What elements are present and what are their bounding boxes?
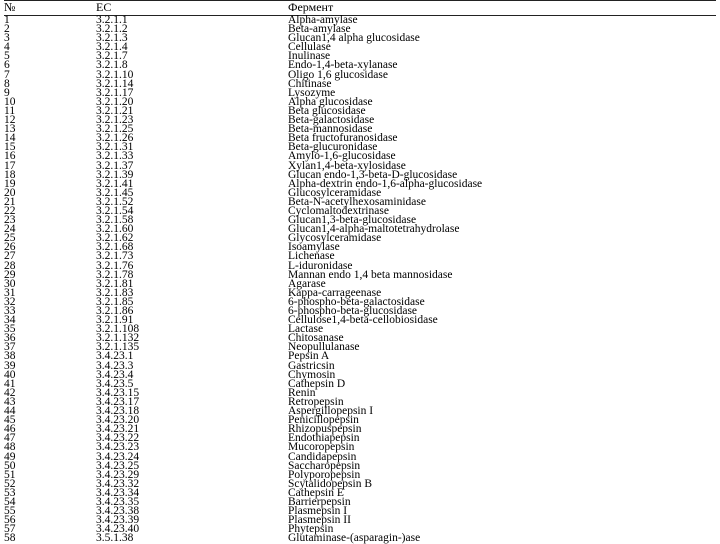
row-ec-number: 3.2.1.85	[96, 295, 134, 308]
row-enzyme-name: Glutaminase-(asparagin-)ase	[288, 532, 421, 544]
row-number: 12	[4, 114, 16, 127]
row-enzyme-name: Mannan endo 1,4 beta mannosidase	[288, 268, 453, 281]
row-enzyme-name: Beta-glucuronidase	[288, 141, 378, 154]
row-number: 50	[4, 459, 16, 472]
row-number: 38	[4, 350, 16, 363]
row-ec-number: 3.2.1.23	[96, 114, 134, 127]
row-ec-number: 3.2.1.91	[96, 314, 134, 327]
row-ec-number: 3.2.1.26	[96, 132, 134, 145]
row-number: 15	[4, 141, 16, 154]
row-enzyme-name: Chitosanase	[288, 332, 344, 345]
row-ec-number: 3.2.1.52	[96, 195, 134, 208]
header-ec: EC	[96, 0, 112, 14]
row-enzyme-name: Oligo 1,6 glucosidase	[288, 68, 388, 81]
row-ec-number: 3.4.23.4	[96, 368, 134, 381]
row-enzyme-name: Neopullulanase	[288, 341, 360, 354]
row-enzyme-name: Glucan1,4-alpha-maltotetrahydrolase	[288, 223, 460, 236]
row-number: 34	[4, 314, 16, 327]
row-ec-number: 3.4.23.20	[96, 414, 140, 427]
row-enzyme-name: L-iduronidase	[288, 259, 353, 272]
row-ec-number: 3.2.1.60	[96, 223, 134, 236]
row-number: 37	[4, 341, 16, 354]
row-enzyme-name: Beta-N-acetylhexosaminidase	[288, 195, 426, 208]
row-ec-number: 3.4.23.40	[96, 523, 140, 536]
row-number: 22	[4, 204, 16, 217]
row-enzyme-name: Gastricsin	[288, 359, 335, 372]
row-ec-number: 3.2.1.68	[96, 241, 134, 254]
row-ec-number: 3.4.23.23	[96, 441, 140, 454]
row-ec-number: 3.2.1.135	[96, 341, 140, 354]
row-number: 29	[4, 268, 16, 281]
row-ec-number: 3.2.1.25	[96, 123, 134, 136]
row-enzyme-name: Agarase	[288, 277, 326, 290]
row-number: 32	[4, 295, 16, 308]
row-enzyme-name: Plasmepsin II	[288, 514, 351, 527]
row-ec-number: 3.4.23.25	[96, 459, 140, 472]
row-ec-number: 3.2.1.37	[96, 159, 134, 172]
row-enzyme-name: Cathepsin E	[288, 486, 344, 499]
row-ec-number: 3.2.1.76	[96, 259, 134, 272]
row-ec-number: 3.2.1.33	[96, 150, 134, 163]
row-ec-number: 3.2.1.132	[96, 332, 140, 345]
row-enzyme-name: Phytepsin	[288, 523, 334, 536]
row-enzyme-name: 6-phospho-beta-glucosidase	[288, 305, 418, 317]
row-ec-number: 3.2.1.10	[96, 68, 134, 81]
row-enzyme-name: Xylan1,4-beta-xylosidase	[288, 159, 406, 172]
row-number: 54	[4, 495, 16, 508]
row-number: 55	[4, 505, 16, 518]
row-ec-number: 3.2.1.78	[96, 268, 134, 281]
row-ec-number: 3.2.1.4	[96, 41, 128, 54]
row-number: 35	[4, 323, 16, 336]
row-ec-number: 3.2.1.108	[96, 323, 140, 336]
row-ec-number: 3.4.23.3	[96, 359, 134, 372]
row-number: 13	[4, 123, 16, 136]
row-ec-number: 3.2.1.14	[96, 77, 134, 90]
row-number: 43	[4, 395, 16, 408]
row-ec-number: 3.2.1.73	[96, 250, 134, 263]
row-ec-number: 3.4.23.29	[96, 468, 140, 481]
row-number: 39	[4, 359, 16, 372]
row-ec-number: 3.4.23.18	[96, 405, 140, 418]
row-enzyme-name: Plasmepsin I	[288, 505, 348, 518]
row-ec-number: 3.4.23.32	[96, 477, 140, 490]
row-number: 27	[4, 250, 16, 263]
row-number: 21	[4, 195, 16, 208]
row-number: 4	[4, 41, 10, 54]
row-number: 28	[4, 259, 16, 272]
row-ec-number: 3.4.23.21	[96, 423, 140, 436]
row-enzyme-name: Penicillopepsin	[288, 414, 359, 427]
header-enzyme: Фермент	[288, 0, 334, 14]
row-number: 42	[4, 386, 16, 399]
row-ec-number: 3.2.1.58	[96, 214, 134, 227]
row-enzyme-name: Renin	[288, 386, 316, 399]
row-ec-number: 3.2.1.86	[96, 305, 134, 317]
row-number: 19	[4, 177, 16, 190]
row-enzyme-name: Pepsin A	[288, 350, 330, 363]
row-enzyme-name: Cellulase	[288, 41, 331, 54]
row-enzyme-name: Beta-amylase	[288, 23, 351, 36]
row-enzyme-name: Chymosin	[288, 368, 336, 381]
row-ec-number: 3.2.1.3	[96, 32, 128, 45]
row-ec-number: 3.2.1.45	[96, 186, 134, 199]
row-number: 5	[4, 50, 10, 63]
row-enzyme-name: Glucosylceramidase	[288, 186, 382, 199]
table-header-row	[0, 0, 720, 14]
row-number: 8	[4, 77, 10, 90]
row-enzyme-name: Saccharopepsin	[288, 459, 361, 472]
row-enzyme-name: Alpha glucosidase	[288, 95, 373, 108]
table-body	[0, 16, 720, 543]
row-enzyme-name: Barrierpepsin	[288, 495, 351, 508]
row-enzyme-name: Aspergillopepsin I	[288, 405, 374, 418]
row-enzyme-name: Glucan1,4 alpha glucosidase	[288, 32, 420, 45]
row-ec-number: 3.5.1.38	[96, 532, 134, 544]
row-enzyme-name: Lactase	[288, 323, 324, 336]
row-number: 57	[4, 523, 16, 536]
row-ec-number: 3.4.23.17	[96, 395, 140, 408]
row-ec-number: 3.4.23.1	[96, 350, 134, 363]
row-ec-number: 3.2.1.1	[96, 14, 128, 26]
row-ec-number: 3.2.1.39	[96, 168, 134, 181]
row-enzyme-name: Cathepsin D	[288, 377, 346, 390]
row-number: 53	[4, 486, 16, 499]
row-enzyme-name: Isoamylase	[288, 241, 340, 254]
row-enzyme-name: Rhizopuspepsin	[288, 423, 362, 436]
row-number: 20	[4, 186, 16, 199]
row-number: 48	[4, 441, 16, 454]
row-number: 3	[4, 32, 10, 45]
row-enzyme-name: Beta-galactosidase	[288, 114, 375, 127]
row-enzyme-name: Glucan endo-1,3-beta-D-glucosidase	[288, 168, 458, 181]
row-enzyme-name: Candidapepsin	[288, 450, 357, 463]
row-enzyme-name: Chitinase	[288, 77, 332, 90]
row-enzyme-name: Lichenase	[288, 250, 335, 263]
row-enzyme-name: Glycosylceramidase	[288, 232, 382, 245]
row-enzyme-name: Mucoropepsin	[288, 441, 355, 454]
row-ec-number: 3.2.1.17	[96, 86, 134, 99]
row-number: 14	[4, 132, 16, 145]
row-number: 10	[4, 95, 16, 108]
row-number: 46	[4, 423, 16, 436]
row-number: 25	[4, 232, 16, 245]
row-enzyme-name: Cyclomaltodextrinase	[288, 204, 389, 217]
row-enzyme-name: Lysozyme	[288, 86, 336, 99]
row-ec-number: 3.4.23.22	[96, 432, 140, 445]
row-number: 40	[4, 368, 16, 381]
row-number: 51	[4, 468, 16, 481]
row-enzyme-name: Endothiapepsin	[288, 432, 360, 445]
row-enzyme-name: Alpha-dextrin endo-1,6-alpha-glucosidase	[288, 177, 483, 190]
row-number: 58	[4, 532, 16, 544]
row-enzyme-name: Beta-mannosidase	[288, 123, 373, 136]
row-ec-number: 3.4.23.24	[96, 450, 140, 463]
row-number: 7	[4, 68, 10, 81]
row-ec-number: 3.2.1.41	[96, 177, 134, 190]
row-enzyme-name: Polyporopepsin	[288, 468, 361, 481]
row-number: 56	[4, 514, 16, 527]
row-number: 6	[4, 59, 10, 72]
row-number: 16	[4, 150, 16, 163]
row-ec-number: 3.2.1.31	[96, 141, 134, 154]
row-number: 52	[4, 477, 16, 490]
row-enzyme-name: Amylo-1,6-glucosidase	[288, 150, 396, 163]
row-number: 47	[4, 432, 16, 445]
row-ec-number: 3.4.23.15	[96, 386, 140, 399]
row-number: 17	[4, 159, 16, 172]
row-number: 18	[4, 168, 16, 181]
row-enzyme-name: Beta glucosidase	[288, 104, 366, 117]
row-number: 45	[4, 414, 16, 427]
row-enzyme-name: 6-phospho-beta-galactosidase	[288, 295, 425, 308]
row-ec-number: 3.2.1.2	[96, 23, 128, 36]
row-number: 9	[4, 86, 10, 99]
row-enzyme-name: Retropepsin	[288, 395, 344, 408]
row-ec-number: 3.4.23.5	[96, 377, 134, 390]
row-enzyme-name: Scytalidopepsin B	[288, 477, 373, 490]
table-row	[0, 534, 720, 543]
row-number: 30	[4, 277, 16, 290]
row-enzyme-name: Endo-1,4-beta-xylanase	[288, 59, 398, 72]
row-number: 33	[4, 305, 16, 317]
row-ec-number: 3.4.23.34	[96, 486, 140, 499]
row-number: 23	[4, 214, 16, 227]
row-ec-number: 3.2.1.54	[96, 204, 134, 217]
row-ec-number: 3.2.1.21	[96, 104, 134, 117]
row-ec-number: 3.2.1.81	[96, 277, 134, 290]
row-ec-number: 3.4.23.38	[96, 505, 140, 518]
row-ec-number: 3.2.1.8	[96, 59, 128, 72]
row-number: 41	[4, 377, 16, 390]
row-enzyme-name: Beta fructofuranosidase	[288, 132, 398, 145]
row-number: 26	[4, 241, 16, 254]
row-ec-number: 3.2.1.20	[96, 95, 134, 108]
row-number: 2	[4, 23, 10, 36]
row-number: 36	[4, 332, 16, 345]
row-enzyme-name: Cellulose1,4-beta-cellobiosidase	[288, 314, 438, 327]
row-enzyme-name: Kappa-carrageenase	[288, 286, 382, 299]
row-ec-number: 3.2.1.62	[96, 232, 134, 245]
row-number: 1	[4, 14, 10, 26]
row-ec-number: 3.4.23.35	[96, 495, 140, 508]
row-number: 31	[4, 286, 16, 299]
row-number: 44	[4, 405, 16, 418]
row-number: 49	[4, 450, 16, 463]
row-number: 11	[4, 104, 16, 117]
row-ec-number: 3.4.23.39	[96, 514, 140, 527]
row-ec-number: 3.2.1.83	[96, 286, 134, 299]
header-number: №	[4, 0, 16, 14]
row-ec-number: 3.2.1.7	[96, 50, 128, 63]
row-number: 24	[4, 223, 16, 236]
row-enzyme-name: Glucan1,3-beta-glucosidase	[288, 214, 417, 227]
row-enzyme-name: Inulinase	[288, 50, 331, 63]
row-enzyme-name: Alpha-amylase	[288, 14, 358, 26]
